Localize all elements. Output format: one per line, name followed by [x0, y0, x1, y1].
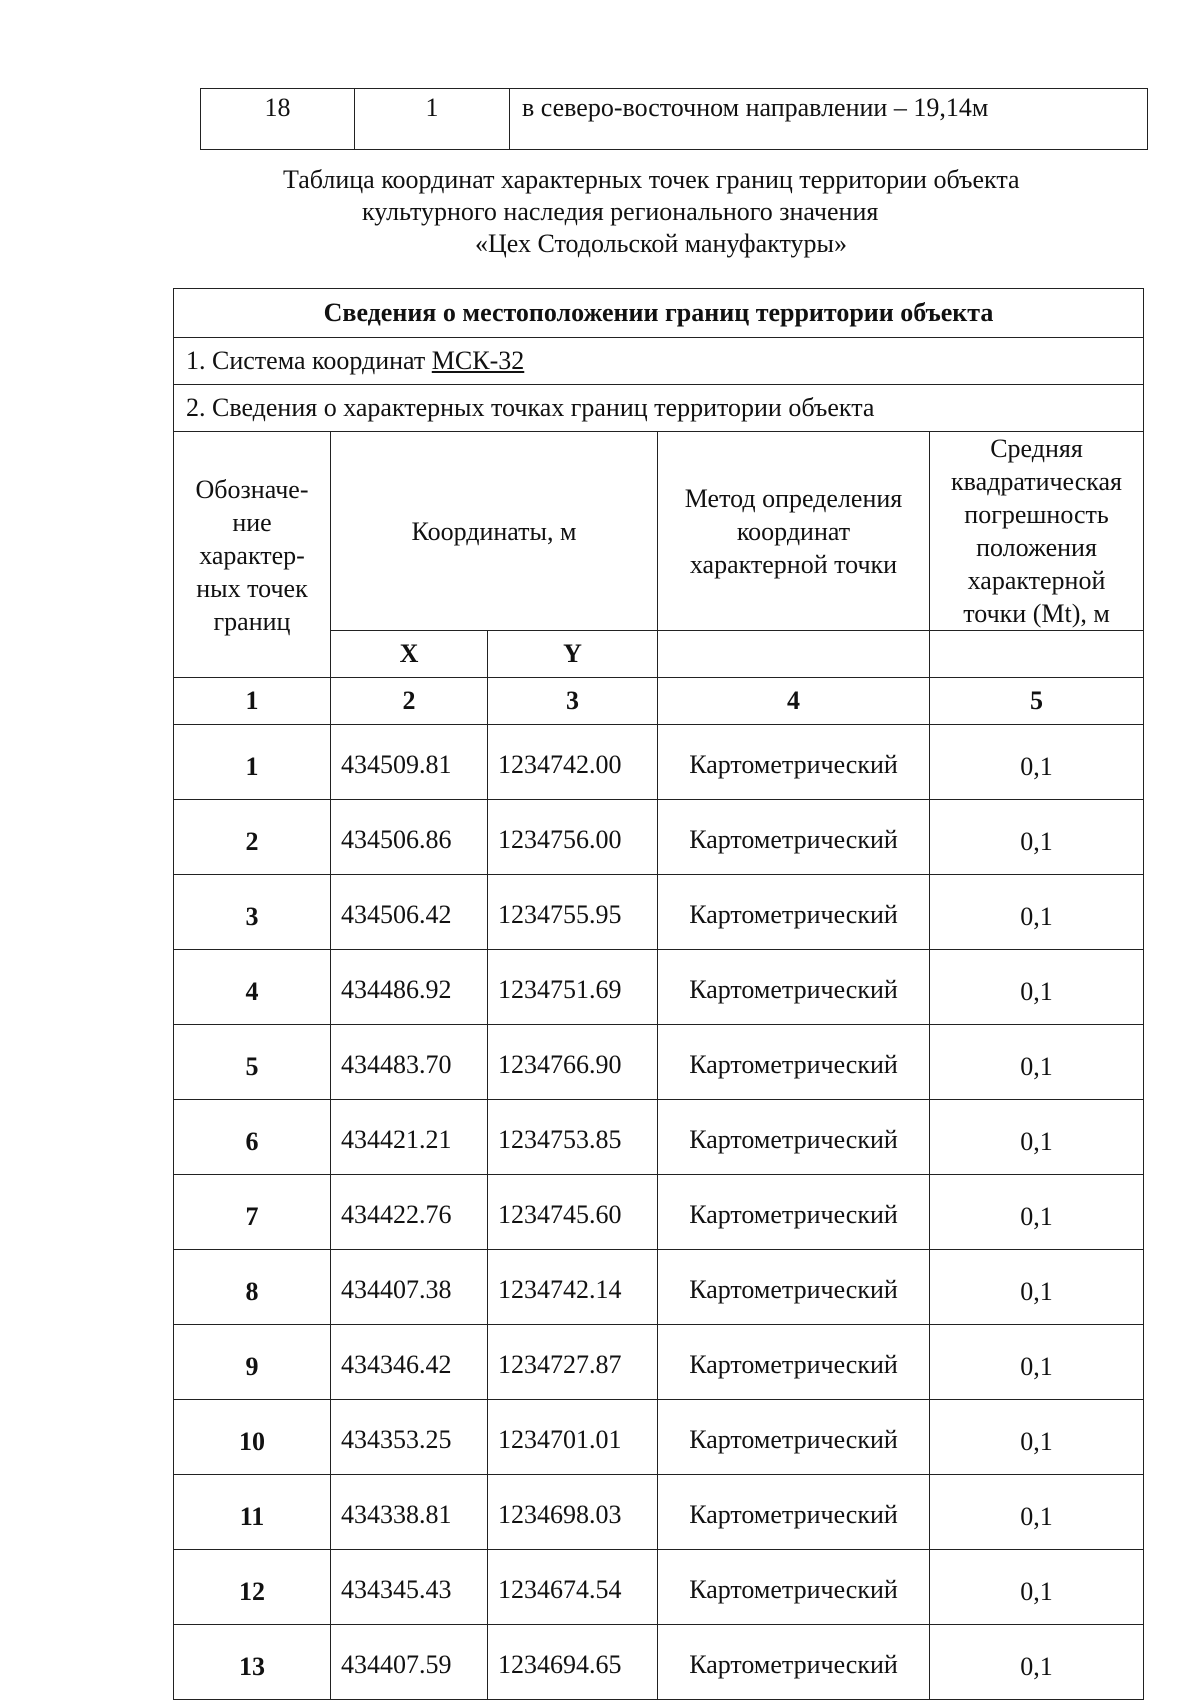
- header-y: Y: [488, 631, 658, 678]
- header-text: квадратическая: [951, 467, 1123, 496]
- cell-point-number: 3: [174, 875, 331, 950]
- cell-point-number: 9: [174, 1325, 331, 1400]
- table-row: [174, 1325, 1144, 1400]
- cell-error: 0,1: [930, 1400, 1144, 1475]
- cell-point-number: 10: [174, 1400, 331, 1475]
- column-number: 1: [174, 678, 331, 725]
- coordinate-system: [174, 338, 1144, 385]
- cell-error: 0,1: [930, 1325, 1144, 1400]
- title-line-2: культурного наследия регионального значения: [362, 197, 879, 226]
- header-text: точки (Mt), м: [963, 599, 1110, 628]
- table-row: [174, 1625, 1144, 1700]
- column-number: 4: [658, 678, 930, 725]
- header-method: [658, 432, 930, 631]
- cell-method: Картометрический: [658, 1625, 930, 1700]
- cell-method: Картометрический: [658, 950, 930, 1025]
- cell-error: 0,1: [930, 1250, 1144, 1325]
- header-text: границ: [213, 607, 291, 636]
- header-empty: [930, 631, 1144, 678]
- cell-coord-y: 1234745.60: [488, 1175, 658, 1250]
- cell-coord-x: 434353.25: [331, 1400, 488, 1475]
- header-text: характер-: [199, 541, 305, 570]
- table-row: [174, 1250, 1144, 1325]
- cell-coord-y: 1234742.00: [488, 725, 658, 800]
- table-caption: Сведения о местоположении границ территории объекта: [174, 289, 1144, 338]
- coordinates-table: [173, 288, 1144, 1700]
- coordinate-system-name: МСК-32: [431, 346, 525, 375]
- cell-coord-x: 434483.70: [331, 1025, 488, 1100]
- cell-coord-x: 434509.81: [331, 725, 488, 800]
- continuation-table: [200, 88, 1148, 150]
- header-empty: [658, 631, 930, 678]
- cell-error: 0,1: [930, 1025, 1144, 1100]
- coordinate-system-row: [174, 338, 1144, 385]
- cell-coord-x: 434345.43: [331, 1550, 488, 1625]
- header-text: характерной: [967, 566, 1106, 595]
- header-text: положения: [976, 533, 1097, 562]
- table-row: [174, 725, 1144, 800]
- title-line-3: «Цех Стодольской мануфактуры»: [475, 229, 847, 258]
- cell-method: Картометрический: [658, 1550, 930, 1625]
- coordinate-system-label: 1. Система координат: [186, 346, 432, 375]
- cell-coord-x: 434346.42: [331, 1325, 488, 1400]
- cell-method: Картометрический: [658, 1025, 930, 1100]
- header-x: X: [331, 631, 488, 678]
- table-row: [174, 1175, 1144, 1250]
- header-text: характерной точки: [689, 549, 898, 579]
- header-text: Средняя: [990, 434, 1083, 463]
- cell-coord-x: 434506.42: [331, 875, 488, 950]
- cell-coord-y: 1234727.87: [488, 1325, 658, 1400]
- cell-coord-x: 434407.59: [331, 1625, 488, 1700]
- table-row: [174, 950, 1144, 1025]
- table-caption-row: [174, 289, 1144, 338]
- cell-method: Картометрический: [658, 1250, 930, 1325]
- header-text: ние: [232, 508, 272, 537]
- cell-coord-y: 1234753.85: [488, 1100, 658, 1175]
- table-row: [174, 800, 1144, 875]
- cell-method: Картометрический: [658, 1175, 930, 1250]
- column-numbers-row: [174, 678, 1144, 725]
- cell-method: Картометрический: [658, 725, 930, 800]
- cell-point-to: 1: [355, 89, 510, 150]
- cell-error: 0,1: [930, 1175, 1144, 1250]
- cell-coord-y: 1234694.65: [488, 1625, 658, 1700]
- cell-coord-y: 1234755.95: [488, 875, 658, 950]
- cell-point-number: 4: [174, 950, 331, 1025]
- header-text: погрешность: [964, 500, 1109, 529]
- cell-method: Картометрический: [658, 1400, 930, 1475]
- cell-coord-x: 434407.38: [331, 1250, 488, 1325]
- cell-direction: в северо-восточном направлении – 19,14м: [510, 89, 1148, 150]
- header-error: [930, 432, 1144, 631]
- table-row: [174, 1475, 1144, 1550]
- cell-error: 0,1: [930, 1475, 1144, 1550]
- cell-coord-y: 1234742.14: [488, 1250, 658, 1325]
- cell-error: 0,1: [930, 800, 1144, 875]
- cell-point-number: 12: [174, 1550, 331, 1625]
- cell-coord-y: 1234698.03: [488, 1475, 658, 1550]
- document-title: [0, 164, 1200, 260]
- table-row: [174, 875, 1144, 950]
- cell-error: 0,1: [930, 1625, 1144, 1700]
- header-row: [174, 432, 1144, 631]
- cell-coord-x: 434422.76: [331, 1175, 488, 1250]
- table-row: [174, 1025, 1144, 1100]
- cell-point-number: 7: [174, 1175, 331, 1250]
- cell-point-from: 18: [201, 89, 355, 150]
- points-title: 2. Сведения о характерных точках границ территории объекта: [174, 385, 1144, 432]
- cell-point-number: 6: [174, 1100, 331, 1175]
- table-row: [174, 1400, 1144, 1475]
- cell-point-number: 13: [174, 1625, 331, 1700]
- cell-method: Картометрический: [658, 800, 930, 875]
- cell-coord-y: 1234751.69: [488, 950, 658, 1025]
- cell-coord-y: 1234674.54: [488, 1550, 658, 1625]
- cell-method: Картометрический: [658, 1475, 930, 1550]
- table-row: [201, 89, 1148, 150]
- cell-error: 0,1: [930, 950, 1144, 1025]
- cell-error: 0,1: [930, 875, 1144, 950]
- table-row: [174, 1100, 1144, 1175]
- cell-error: 0,1: [930, 725, 1144, 800]
- cell-point-number: 2: [174, 800, 331, 875]
- title-line-1: Таблица координат характерных точек границ территории объекта: [283, 165, 1020, 194]
- header-text: Обозначе-: [195, 475, 309, 504]
- cell-coord-y: 1234756.00: [488, 800, 658, 875]
- cell-method: Картометрический: [658, 875, 930, 950]
- points-title-row: [174, 385, 1144, 432]
- cell-method: Картометрический: [658, 1100, 930, 1175]
- column-number: 5: [930, 678, 1144, 725]
- header-text: координат: [736, 516, 851, 546]
- column-number: 2: [331, 678, 488, 725]
- column-number: 3: [488, 678, 658, 725]
- header-text: Метод определения: [684, 483, 903, 513]
- header-designation: [174, 432, 331, 678]
- header-text: ных точек: [196, 574, 308, 603]
- cell-error: 0,1: [930, 1550, 1144, 1625]
- cell-coord-x: 434486.92: [331, 950, 488, 1025]
- cell-coord-y: 1234766.90: [488, 1025, 658, 1100]
- cell-coord-x: 434338.81: [331, 1475, 488, 1550]
- cell-coord-x: 434421.21: [331, 1100, 488, 1175]
- cell-point-number: 11: [174, 1475, 331, 1550]
- cell-coord-x: 434506.86: [331, 800, 488, 875]
- header-coordinates: Координаты, м: [331, 432, 658, 631]
- cell-point-number: 1: [174, 725, 331, 800]
- cell-point-number: 5: [174, 1025, 331, 1100]
- table-row: [174, 1550, 1144, 1625]
- cell-error: 0,1: [930, 1100, 1144, 1175]
- cell-coord-y: 1234701.01: [488, 1400, 658, 1475]
- table-body: [174, 725, 1144, 1700]
- cell-method: Картометрический: [658, 1325, 930, 1400]
- cell-point-number: 8: [174, 1250, 331, 1325]
